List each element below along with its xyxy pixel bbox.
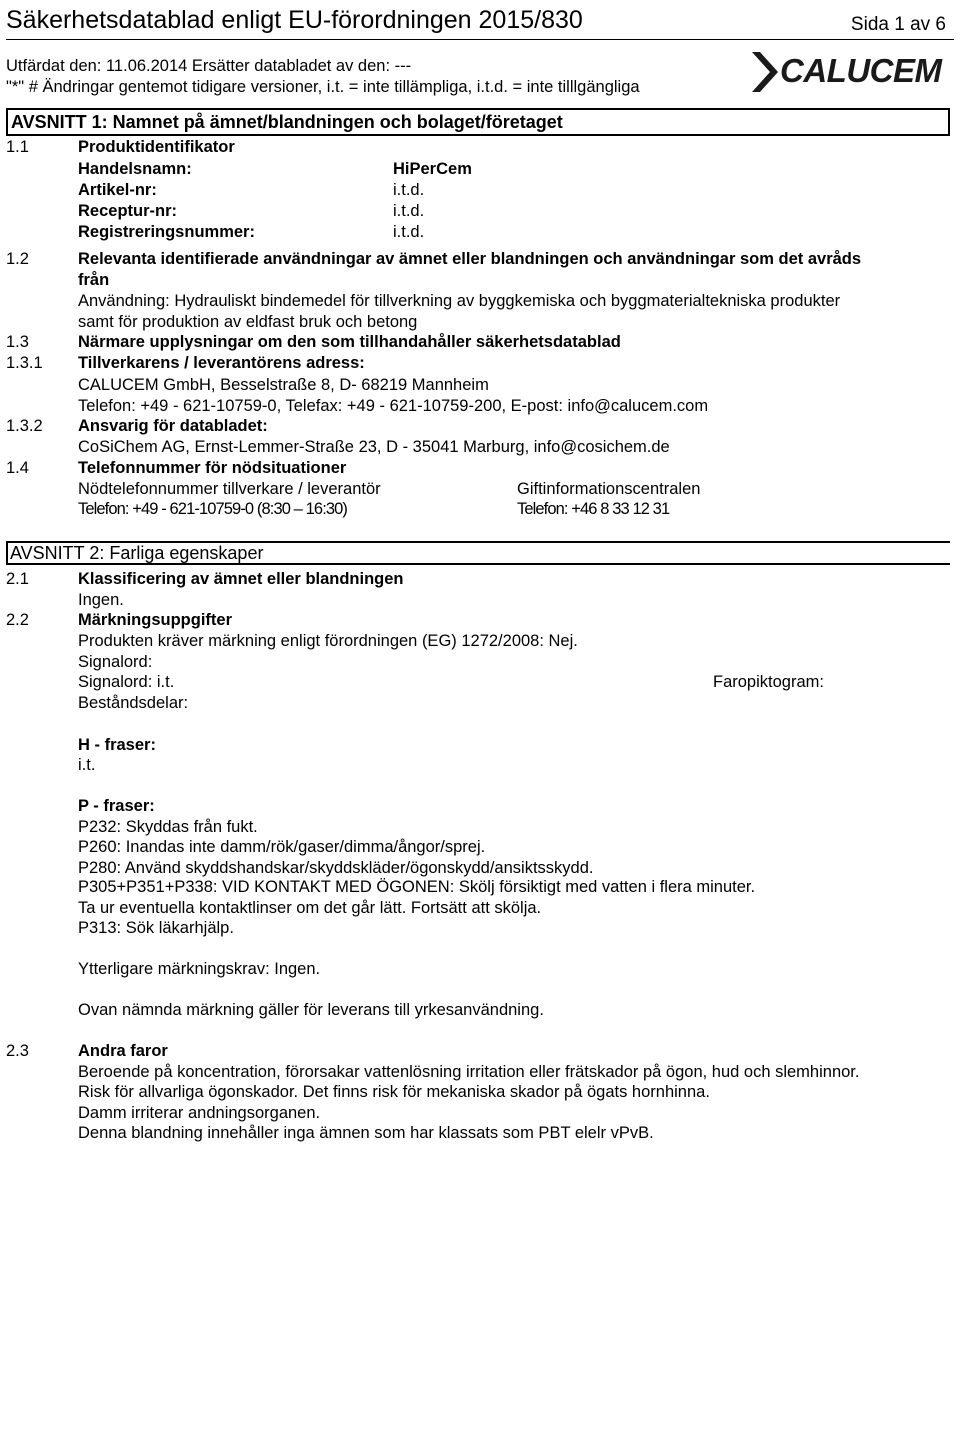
manufacturer-address: CALUCEM GmbH, Besselstraße 8, D- 68219 Mannheim: [78, 376, 489, 394]
other-hazards-line: Risk för allvarliga ögonskador. Det finns risk för mekaniska skador på ögats hornhinna.: [78, 1083, 710, 1101]
p-phrase: P280: Använd skyddshandskar/skyddskläder/ögonskydd/ansiktsskydd.: [78, 859, 594, 877]
classification-heading: Klassificering av ämnet eller blandningen: [78, 570, 404, 588]
product-identifier-heading: Produktidentifikator: [78, 138, 235, 156]
section-number: 1.3.1: [6, 354, 43, 372]
usage-text-cont: samt för produktion av eldfast bruk och betong: [78, 313, 418, 331]
signal-word-value: Signalord: i.t.: [78, 673, 175, 691]
section-number: 2.3: [6, 1042, 29, 1060]
p-phrase: P232: Skyddas från fukt.: [78, 818, 258, 836]
document-title: Säkerhetsdatablad enligt EU-förordningen 2015/830: [6, 6, 583, 34]
registration-number-value: i.t.d.: [393, 223, 425, 241]
additional-labelling: Ytterligare märkningskrav: Ingen.: [78, 960, 321, 978]
p-phrases-heading: P - fraser:: [78, 797, 155, 815]
p-phrase: P313: Sök läkarhjälp.: [78, 919, 234, 937]
logo-mark-icon: [750, 52, 780, 92]
manufacturer-address-heading: Tillverkarens / leverantörens adress:: [78, 354, 365, 372]
manufacturer-contact: Telefon: +49 - 621-10759-0, Telefax: +49 - 621-10759-200, E-post: info@calucem.com: [78, 397, 709, 415]
other-hazards-line: Denna blandning innehåller inga ämnen som har klassats som PBT elelr vPvB.: [78, 1124, 654, 1142]
classification-value: Ingen.: [78, 591, 124, 609]
components-label: Beståndsdelar:: [78, 694, 189, 712]
emergency-left-label: Nödtelefonnummer tillverkare / leverantör: [78, 480, 381, 498]
p-phrase: P260: Inandas inte damm/rök/gaser/dimma/ångor/sprej.: [78, 838, 486, 856]
issue-date-line: Utfärdat den: 11.06.2014 Ersätter databladet av den: ---: [6, 57, 412, 75]
responsible-heading: Ansvarig för databladet:: [78, 417, 268, 435]
pictogram-label: Faropiktogram:: [713, 673, 824, 691]
field-label: Receptur-nr:: [78, 202, 178, 220]
supplier-details-heading: Närmare upplysningar om den som tillhandahåller säkerhetsdatablad: [78, 333, 621, 351]
emergency-right-label: Giftinformationscentralen: [517, 480, 701, 498]
field-label: Registreringsnummer:: [78, 223, 255, 241]
page-number: Sida 1 av 6: [850, 14, 946, 35]
section-2-title: AVSNITT 2: Farliga egenskaper: [10, 543, 264, 563]
relevant-uses-heading-cont: från: [78, 271, 110, 289]
labelling-requirement: Produkten kräver märkning enligt förordningen (EG) 1272/2008: Nej.: [78, 632, 578, 650]
emergency-right-phone: Telefon: +46 8 33 12 31: [517, 500, 670, 518]
other-hazards-line: Damm irriterar andningsorganen.: [78, 1104, 321, 1122]
responsible-contact: CoSiChem AG, Ernst-Lemmer-Straße 23, D - 35041 Marburg, info@cosichem.de: [78, 438, 670, 456]
article-number-value: i.t.d.: [393, 181, 425, 199]
usage-text: Användning: Hydrauliskt bindemedel för tillverkning av byggkemiska och byggmaterialtekniska produkter: [78, 292, 841, 310]
p-phrase: Ta ur eventuella kontaktlinser om det går lätt. Fortsätt att skölja.: [78, 899, 542, 917]
section-number: 1.2: [6, 250, 29, 268]
h-phrases-value: i.t.: [78, 756, 96, 774]
h-phrases-heading: H - fraser:: [78, 736, 156, 754]
labelling-heading: Märkningsuppgifter: [78, 611, 233, 629]
trade-name-value: HiPerCem: [393, 160, 472, 178]
p-phrase: P305+P351+P338: VID KONTAKT MED ÖGONEN: Skölj försiktigt med vatten i flera minuter.: [78, 878, 756, 896]
abbreviation-legend: "*" # Ändringar gentemot tidigare versioner, i.t. = inte tillämpliga, i.t.d. = inte tilllgängliga: [6, 78, 640, 96]
signal-word-heading: Signalord:: [78, 653, 153, 671]
section-number: 1.3.2: [6, 417, 43, 435]
calucem-logo: [750, 50, 940, 92]
title-divider: [6, 39, 954, 40]
other-hazards-line: Beroende på koncentration, förorsakar vattenlösning irritation eller frätskador på ögon, hud och slemhinnor.: [78, 1063, 860, 1081]
emergency-phone-heading: Telefonnummer för nödsituationer: [78, 459, 347, 477]
section-number: 1.4: [6, 459, 29, 477]
field-label: Artikel-nr:: [78, 181, 157, 199]
section-number: 1.1: [6, 138, 29, 156]
field-label: Handelsnamn:: [78, 160, 192, 178]
labelling-note: Ovan nämnda märkning gäller för leverans till yrkesanvändning.: [78, 1001, 544, 1019]
section-1-header: [6, 108, 950, 136]
recipe-number-value: i.t.d.: [393, 202, 425, 220]
section-number: 2.1: [6, 570, 29, 588]
relevant-uses-heading: Relevanta identifierade användningar av ämnet eller blandningen och användningar som det avråds: [78, 250, 862, 268]
section-number: 1.3: [6, 333, 29, 351]
other-hazards-heading: Andra faror: [78, 1042, 168, 1060]
section-1-title: AVSNITT 1: Namnet på ämnet/blandningen och bolaget/företaget: [11, 112, 563, 132]
emergency-left-phone: Telefon: +49 - 621-10759-0 (8:30 – 16:30): [78, 500, 348, 518]
section-number: 2.2: [6, 611, 29, 629]
logo-wordmark: CALUCEM: [780, 52, 942, 89]
